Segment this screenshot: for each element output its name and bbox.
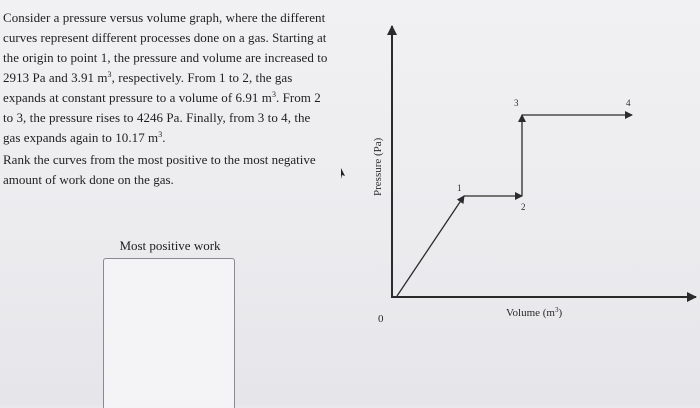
question-line: to 3, the pressure rises to 4246 Pa. Finally, from 3 to 4, the xyxy=(3,110,311,125)
superscript: 3 xyxy=(107,70,112,79)
x-axis-label xyxy=(506,306,563,319)
rank-instructions xyxy=(3,150,343,190)
point-label-2: 2 xyxy=(521,202,526,212)
point-label-1: 1 xyxy=(457,183,462,193)
question-text-segment: gas expands again to 10.17 m xyxy=(3,130,159,145)
point-label-3: 3 xyxy=(514,98,519,108)
x-axis-label-end: ) xyxy=(558,307,563,319)
question-line xyxy=(3,68,343,88)
question-line: the origin to point 1, the pressure and volume are increased to xyxy=(3,50,328,65)
origin-label: 0 xyxy=(378,313,384,325)
x-axis-label-main: Volume (m xyxy=(506,307,555,319)
superscript: 3 xyxy=(271,90,276,99)
question-line: Consider a pressure versus volume graph, where the different xyxy=(3,10,326,25)
question-text xyxy=(3,8,343,148)
segment-0-to-1 xyxy=(397,196,464,296)
ranking-drop-zone[interactable] xyxy=(103,258,235,408)
ranking-box-title: Most positive work xyxy=(119,238,221,253)
question-line xyxy=(3,88,343,108)
question-line: curves represent different processes done on a gas. Starting at xyxy=(3,30,327,45)
superscript: 3 xyxy=(158,130,163,139)
question-text-segment: expands at constant pressure to a volume of 6.91 m xyxy=(3,90,272,105)
question-line xyxy=(3,128,343,148)
question-text-segment: , respectively. From 1 to 2, the gas xyxy=(111,70,293,85)
question-text-segment: 2913 Pa and 3.91 m xyxy=(3,70,108,85)
question-text-segment: . From 2 xyxy=(276,90,321,105)
rank-instructions-line: amount of work done on the gas. xyxy=(3,172,174,187)
rank-instructions-line: Rank the curves from the most positive to the most negative xyxy=(3,152,316,167)
y-axis-label: Pressure (Pa) xyxy=(372,137,384,196)
x-axis-label-sup: 3 xyxy=(555,306,559,314)
point-label-4: 4 xyxy=(626,98,631,108)
question-text-segment: . xyxy=(162,130,166,145)
